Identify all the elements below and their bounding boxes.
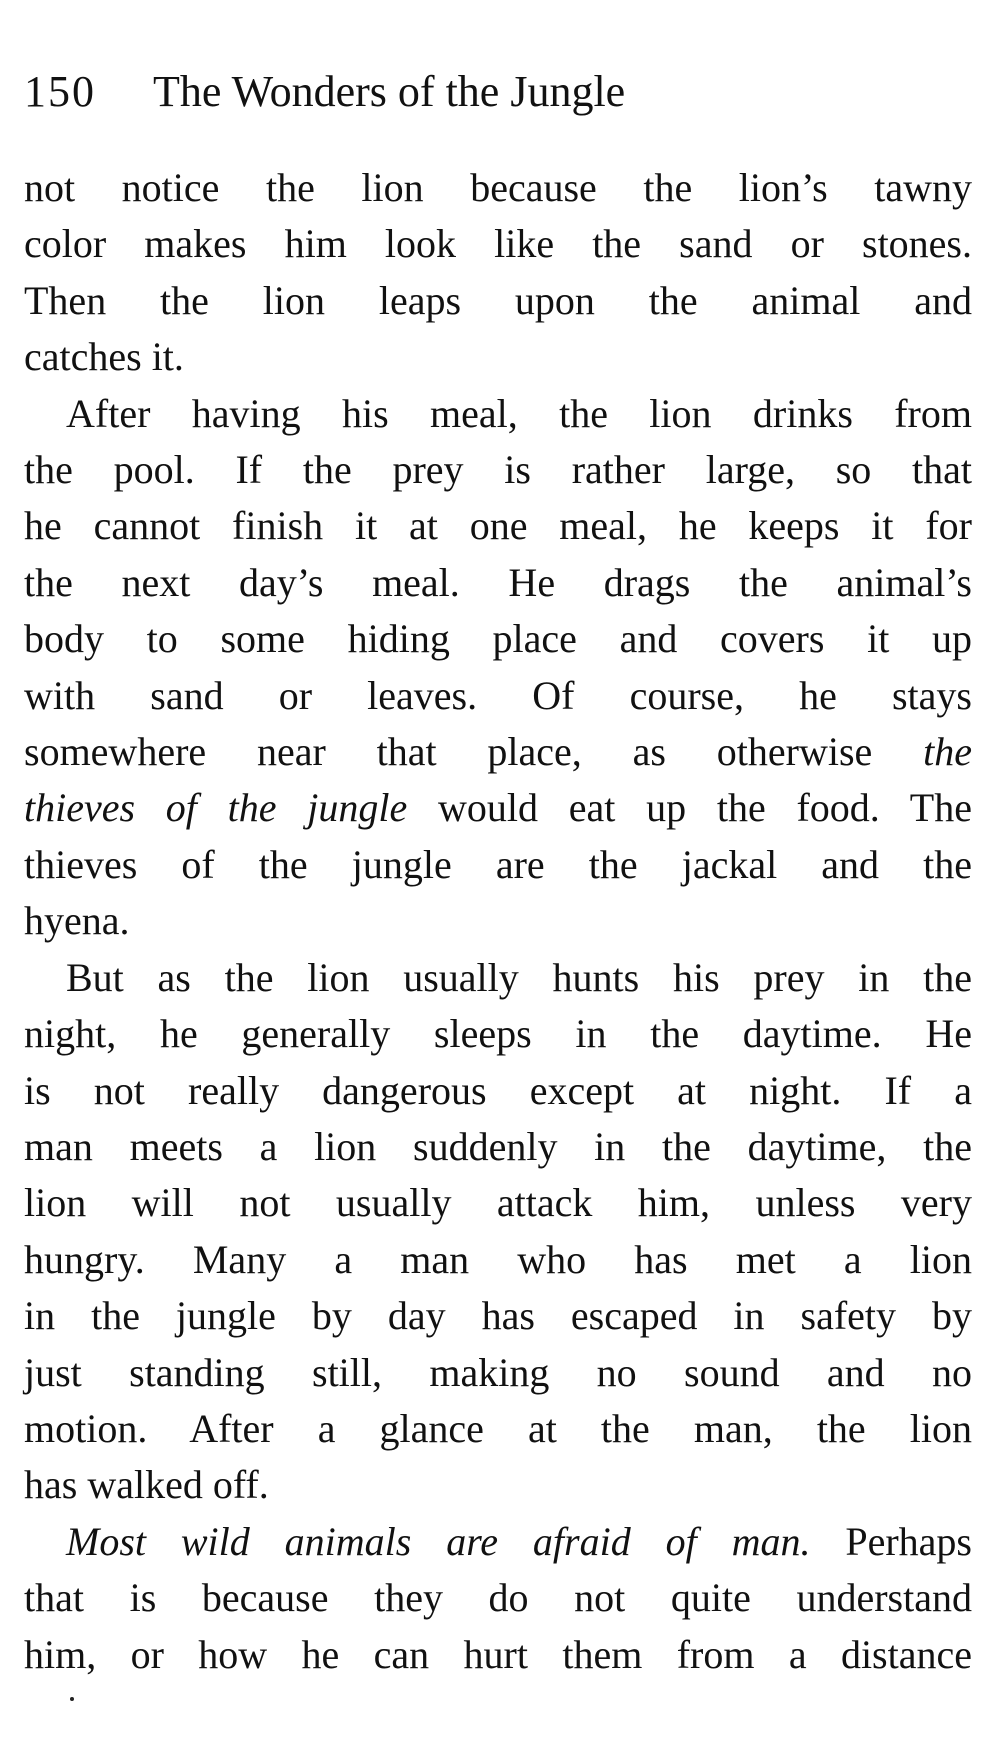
text-line: not notice the lion because the lion’s tawny — [24, 165, 972, 210]
text-line: catches it. — [24, 334, 184, 380]
text-line: thieves of the jungle are the jackal and the — [24, 841, 972, 887]
text-line: the pool. If the prey is rather large, so that — [24, 447, 972, 493]
text-line: has walked off. — [24, 1462, 269, 1508]
italic-phrase: the — [923, 729, 972, 775]
text-line: just standing still, making no sound and no — [24, 1349, 972, 1395]
text-line: the next day’s meal. He drags the animal’s — [24, 559, 972, 605]
scan-speck — [70, 1697, 74, 1701]
italic-phrase: thieves of the jungle — [24, 785, 408, 831]
text-line: After having his meal, the lion drinks from — [66, 390, 972, 436]
text-line: motion. After a glance at the man, the lion — [24, 1405, 972, 1451]
running-title: The Wonders of the Jungle — [153, 67, 626, 116]
text-line: is not really dangerous except at night. If a — [24, 1067, 972, 1113]
text-line: color makes him look like the sand or stones. — [24, 221, 972, 267]
text-line: he cannot finish it at one meal, he keeps it for — [24, 503, 972, 549]
text-line: Then the lion leaps upon the animal and — [24, 277, 972, 323]
text-run: Perhaps — [810, 1518, 973, 1564]
text-line: But as the lion usually hunts his prey in the — [66, 954, 972, 1000]
text-run: would eat up the food. The — [407, 785, 972, 831]
text-line: body to some hiding place and covers it up — [24, 616, 972, 662]
text-line: man meets a lion suddenly in the daytime, the — [24, 1123, 972, 1169]
italic-phrase: Most wild animals are afraid of man. — [66, 1518, 811, 1564]
body-text — [24, 160, 972, 1683]
text-line: lion will not usually attack him, unless very — [24, 1180, 972, 1226]
text-line: him, or how he can hurt them from a distance — [24, 1631, 972, 1677]
text-line — [24, 1514, 972, 1570]
text-run: somewhere near that place, as otherwise — [24, 729, 924, 775]
text-line: hungry. Many a man who has met a lion — [24, 1236, 972, 1282]
text-line: that is because they do not quite understand — [24, 1575, 972, 1621]
text-line: with sand or leaves. Of course, he stays — [24, 672, 972, 718]
text-line — [24, 724, 972, 780]
page-number: 150 — [24, 67, 96, 116]
text-line: night, he generally sleeps in the daytime. He — [24, 1011, 972, 1057]
text-line: hyena. — [24, 898, 130, 944]
text-line: in the jungle by day has escaped in safety by — [24, 1293, 972, 1339]
page-header — [24, 64, 964, 120]
text-line — [24, 780, 972, 836]
